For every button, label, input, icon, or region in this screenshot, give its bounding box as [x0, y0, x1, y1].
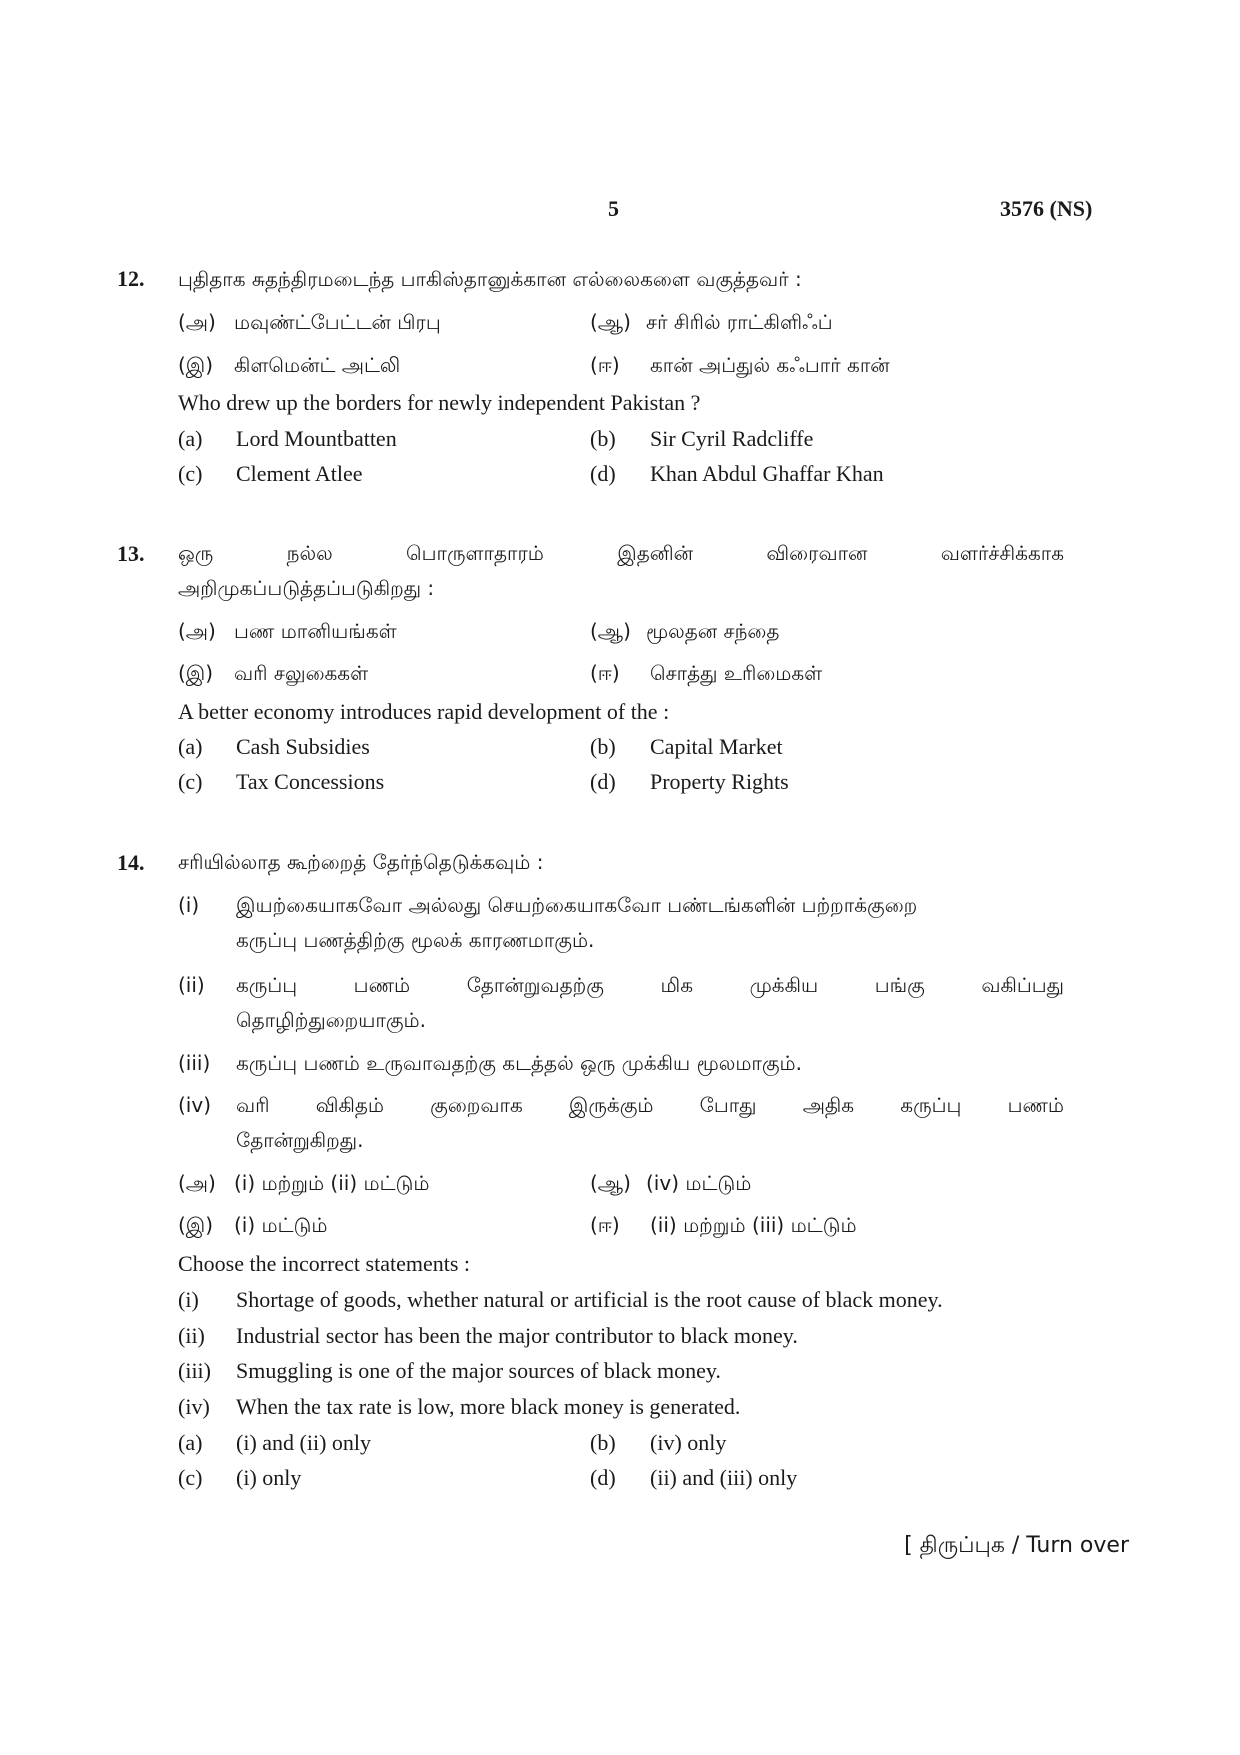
option-marker: (ஆ)	[590, 1171, 631, 1195]
tamil-question: புதிதாக சுதந்திரமடைந்த பாகிஸ்தானுக்கான எல்லைகளை வகுத்தவர் :	[178, 267, 802, 291]
question-number: 12.	[117, 266, 145, 291]
statement-text: Smuggling is one of the major sources of black money.	[236, 1358, 721, 1383]
statement-marker: (ii)	[178, 1323, 205, 1348]
statement-marker: (iv)	[178, 1093, 211, 1117]
english-question: Who drew up the borders for newly independent Pakistan ?	[178, 390, 701, 415]
option-text: (ii) and (iii) only	[650, 1465, 798, 1490]
english-question: A better economy introduces rapid development of the :	[178, 699, 670, 724]
statement-marker: (iii)	[178, 1358, 211, 1383]
option-text: (i) only	[236, 1465, 302, 1490]
turn-over-note	[904, 1533, 1129, 1561]
option-marker: (c)	[178, 461, 203, 486]
statement-text: Industrial sector has been the major contributor to black money.	[236, 1323, 798, 1348]
option-marker: (இ)	[178, 353, 214, 377]
statement-text: Shortage of goods, whether natural or artificial is the root cause of black money.	[236, 1287, 943, 1312]
option-text: (i) மற்றும் (ii) மட்டும்	[234, 1171, 430, 1195]
statement-line: தோன்றுகிறது.	[236, 1128, 364, 1152]
option-text: (ii) மற்றும் (iii) மட்டும்	[650, 1213, 857, 1237]
statement-marker: (i)	[178, 1287, 199, 1312]
statement-marker: (i)	[178, 893, 200, 917]
option-text: (iv) மட்டும்	[646, 1171, 752, 1195]
option-marker: (ஈ)	[590, 661, 620, 685]
option-text: Property Rights	[650, 769, 789, 794]
option-text: (i) and (ii) only	[236, 1430, 372, 1455]
option-marker: (b)	[590, 1430, 616, 1455]
option-marker: (அ)	[178, 619, 216, 643]
option-text: (i) மட்டும்	[234, 1213, 328, 1237]
option-marker: (ஆ)	[590, 619, 631, 643]
tamil-question-line2: அறிமுகப்படுத்தப்படுகிறது :	[178, 576, 435, 600]
statement-line: தொழிற்துறையாகும்.	[236, 1008, 426, 1032]
option-marker: (d)	[590, 461, 616, 486]
statement-marker: (ii)	[178, 973, 205, 997]
option-text: Cash Subsidies	[236, 734, 370, 759]
option-text: கான் அப்துல் கஃபார் கான்	[650, 353, 890, 377]
option-marker: (ஈ)	[590, 353, 620, 377]
option-marker: (b)	[590, 426, 616, 451]
option-text: மூலதன சந்தை	[646, 619, 780, 643]
question-number: 13.	[117, 541, 145, 566]
option-text: Lord Mountbatten	[236, 426, 397, 451]
tamil-question-line1: ஒரு நல்ல பொருளாதாரம் இதனின் விரைவான வளர்ச்சிக்காக	[178, 541, 1064, 565]
tamil-question: சரியில்லாத கூற்றைத் தேர்ந்தெடுக்கவும் :	[178, 850, 544, 874]
option-text: Tax Concessions	[236, 769, 385, 794]
statement-line: கருப்பு பணம் தோன்றுவதற்கு மிக முக்கிய பங்கு வகிப்பது	[236, 973, 1064, 997]
option-text: (iv) only	[650, 1430, 727, 1455]
option-marker: (ஈ)	[590, 1213, 620, 1237]
option-marker: (ஆ)	[590, 310, 631, 334]
option-text: மவுண்ட்பேட்டன் பிரபு	[234, 310, 441, 334]
page-number: 5	[608, 196, 619, 221]
option-text: பண மானியங்கள்	[234, 619, 397, 643]
option-text: கிளமென்ட் அட்லி	[234, 353, 401, 377]
statement-line: இயற்கையாகவோ அல்லது செயற்கையாகவோ பண்டங்களின் பற்றாக்குறை	[236, 893, 918, 917]
turn-over-text: [ திருப்புக / Turn over	[904, 1533, 1129, 1558]
option-marker: (இ)	[178, 1213, 214, 1237]
option-text: Khan Abdul Ghaffar Khan	[650, 461, 884, 486]
option-marker: (a)	[178, 1430, 203, 1455]
question-number: 14.	[117, 850, 145, 875]
option-marker: (அ)	[178, 1171, 216, 1195]
option-marker: (c)	[178, 769, 203, 794]
option-marker: (d)	[590, 769, 616, 794]
statement-line: கருப்பு பணத்திற்கு மூலக் காரணமாகும்.	[236, 928, 595, 952]
statement-text: When the tax rate is low, more black money is generated.	[236, 1394, 741, 1419]
option-text: Capital Market	[650, 734, 783, 759]
statement-line: வரி விகிதம் குறைவாக இருக்கும் போது அதிக கருப்பு பணம்	[236, 1093, 1064, 1117]
option-marker: (இ)	[178, 661, 214, 685]
statement-marker: (iv)	[178, 1394, 210, 1419]
option-text: Clement Atlee	[236, 461, 363, 486]
option-marker: (d)	[590, 1465, 616, 1490]
option-text: சர் சிரில் ராட்கிளிஃப்	[646, 310, 833, 334]
option-marker: (a)	[178, 426, 203, 451]
paper-code: 3576 (NS)	[1000, 196, 1093, 221]
statement-line: கருப்பு பணம் உருவாவதற்கு கடத்தல் ஒரு முக்கிய மூலமாகும்.	[236, 1051, 802, 1075]
option-text: வரி சலுகைகள்	[234, 661, 369, 685]
option-marker: (b)	[590, 734, 616, 759]
option-marker: (c)	[178, 1465, 203, 1490]
english-question: Choose the incorrect statements :	[178, 1251, 471, 1276]
statement-marker: (iii)	[178, 1051, 211, 1075]
option-text: Sir Cyril Radcliffe	[650, 426, 814, 451]
option-marker: (அ)	[178, 310, 216, 334]
option-text: சொத்து உரிமைகள்	[650, 661, 823, 685]
option-marker: (a)	[178, 734, 203, 759]
